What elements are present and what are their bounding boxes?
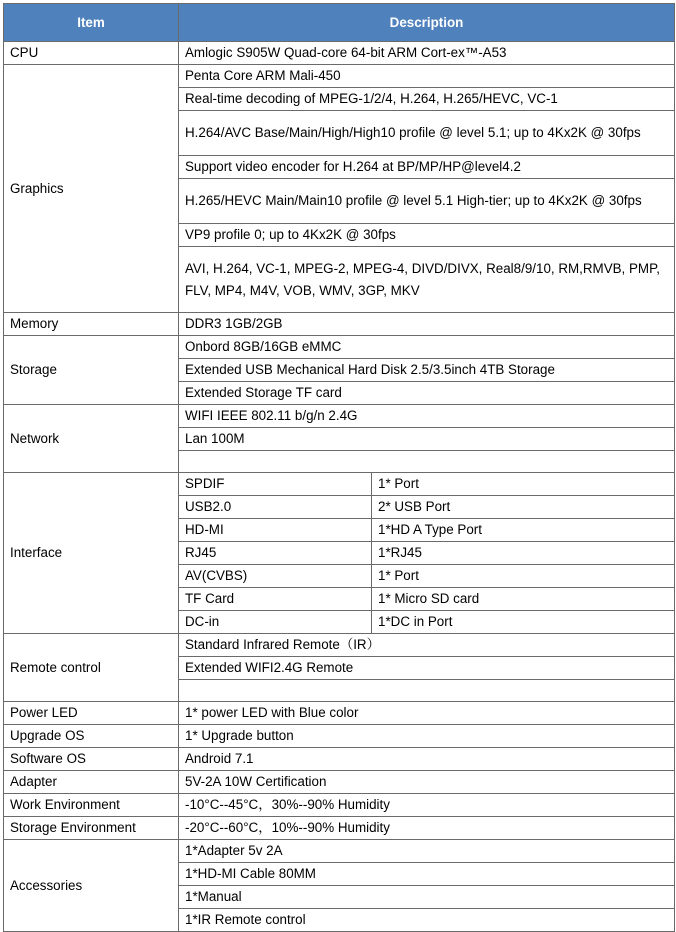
cpu-value: Amlogic S905W Quad-core 64-bit ARM Cort-ex™-A53 — [179, 42, 675, 65]
adapter-label: Adapter — [4, 771, 179, 794]
power-led-label: Power LED — [4, 702, 179, 725]
table-row — [4, 313, 675, 336]
upgrade-os-label: Upgrade OS — [4, 725, 179, 748]
network-value: Lan 100M — [179, 428, 675, 451]
table-row — [4, 817, 675, 840]
interface-port-name: SPDIF — [179, 473, 372, 496]
software-os-label: Software OS — [4, 748, 179, 771]
interface-port-value: 1* Port — [372, 565, 675, 588]
table-row — [4, 634, 675, 657]
storage-value: Onbord 8GB/16GB eMMC — [179, 336, 675, 359]
graphics-value: H.264/AVC Base/Main/High/High10 profile @ level 5.1; up to 4Kx2K @ 30fps — [179, 111, 675, 156]
work-environment-value: -10°C--45°C，30%--90% Humidity — [179, 794, 675, 817]
graphics-value: AVI, H.264, VC-1, MPEG-2, MPEG-4, DIVD/DIVX, Real8/9/10, RM,RMVB, PMP, FLV, MP4, M4V, VOB, WMV, 3GP, MKV — [179, 247, 675, 313]
cpu-label: CPU — [4, 42, 179, 65]
work-environment-label: Work Environment — [4, 794, 179, 817]
interface-label: Interface — [4, 473, 179, 634]
table-row — [4, 702, 675, 725]
table-row — [4, 336, 675, 359]
interface-port-name: DC-in — [179, 611, 372, 634]
graphics-value: VP9 profile 0; up to 4Kx2K @ 30fps — [179, 224, 675, 247]
table-row — [4, 794, 675, 817]
interface-port-name: USB2.0 — [179, 496, 372, 519]
accessories-label: Accessories — [4, 840, 179, 932]
graphics-value: Penta Core ARM Mali-450 — [179, 65, 675, 88]
storage-environment-value: -20°C--60°C，10%--90% Humidity — [179, 817, 675, 840]
remote-value: Extended WIFI2.4G Remote — [179, 657, 675, 680]
graphics-value: H.265/HEVC Main/Main10 profile @ level 5.1 High-tier; up to 4Kx2K @ 30fps — [179, 179, 675, 224]
remote-value — [179, 680, 675, 702]
table-row — [4, 65, 675, 88]
table-row — [4, 840, 675, 863]
header-description: Description — [179, 4, 675, 42]
spec-table — [3, 3, 675, 932]
adapter-value: 5V-2A 10W Certification — [179, 771, 675, 794]
interface-port-value: 1*DC in Port — [372, 611, 675, 634]
network-label: Network — [4, 405, 179, 473]
remote-value: Standard Infrared Remote（IR） — [179, 634, 675, 657]
accessories-value: 1*HD-MI Cable 80MM — [179, 863, 675, 886]
accessories-value: 1*Adapter 5v 2A — [179, 840, 675, 863]
table-row — [4, 748, 675, 771]
header-row — [4, 4, 675, 42]
table-row — [4, 405, 675, 428]
memory-value: DDR3 1GB/2GB — [179, 313, 675, 336]
graphics-value: Real-time decoding of MPEG-1/2/4, H.264, H.265/HEVC, VC-1 — [179, 88, 675, 111]
interface-port-name: HD-MI — [179, 519, 372, 542]
interface-port-name: TF Card — [179, 588, 372, 611]
storage-environment-label: Storage Environment — [4, 817, 179, 840]
accessories-value: 1*Manual — [179, 886, 675, 909]
storage-value: Extended USB Mechanical Hard Disk 2.5/3.5inch 4TB Storage — [179, 359, 675, 382]
graphics-label: Graphics — [4, 65, 179, 313]
table-row — [4, 771, 675, 794]
upgrade-os-value: 1* Upgrade button — [179, 725, 675, 748]
power-led-value: 1* power LED with Blue color — [179, 702, 675, 725]
table-row — [4, 725, 675, 748]
interface-port-value: 2* USB Port — [372, 496, 675, 519]
memory-label: Memory — [4, 313, 179, 336]
storage-value: Extended Storage TF card — [179, 382, 675, 405]
storage-label: Storage — [4, 336, 179, 405]
interface-port-value: 1*HD A Type Port — [372, 519, 675, 542]
software-os-value: Android 7.1 — [179, 748, 675, 771]
interface-port-name: RJ45 — [179, 542, 372, 565]
interface-port-value: 1*RJ45 — [372, 542, 675, 565]
interface-port-value: 1* Port — [372, 473, 675, 496]
table-row — [4, 42, 675, 65]
interface-port-value: 1* Micro SD card — [372, 588, 675, 611]
network-value — [179, 451, 675, 473]
interface-port-name: AV(CVBS) — [179, 565, 372, 588]
network-value: WIFI IEEE 802.11 b/g/n 2.4G — [179, 405, 675, 428]
accessories-value: 1*IR Remote control — [179, 909, 675, 932]
graphics-value: Support video encoder for H.264 at BP/MP/HP@level4.2 — [179, 156, 675, 179]
header-item: Item — [4, 4, 179, 42]
table-row — [4, 473, 675, 496]
remote-label: Remote control — [4, 634, 179, 702]
